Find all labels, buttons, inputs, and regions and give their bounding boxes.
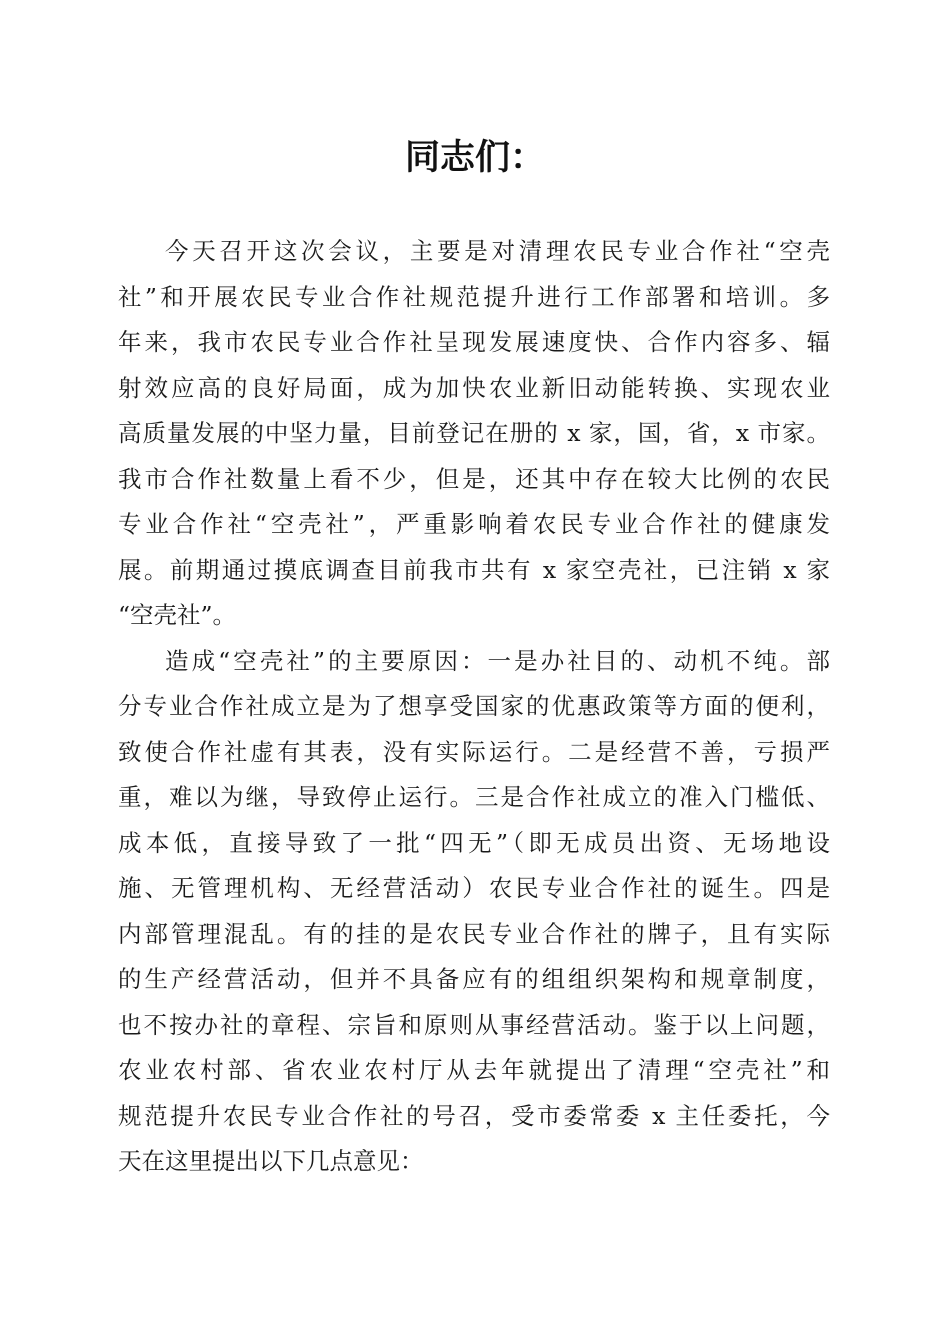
text-line: 我市合作社数量上看不少，但是，还其中存在较大比例的农民	[118, 464, 830, 493]
text-line: 的生产经营活动，但并不具备应有的组组织架构和规章制度，	[118, 965, 830, 993]
text-line: 重，难以为继，导致停止运行。三是合作社成立的准入门槛低、	[118, 783, 830, 811]
text-line: 成本低，直接导致了一批“四无”（即无成员出资、无场地设	[118, 828, 830, 857]
text-line: 射效应高的良好局面，成为加快农业新旧动能转换、实现农业	[118, 373, 830, 402]
text-line: 社”和开展农民专业合作社规范提升进行工作部署和培训。多	[118, 282, 830, 311]
text-line: 也不按办社的章程、宗旨和原则从事经营活动。鉴于以上问题，	[118, 1010, 830, 1039]
text-line: 农业农村部、省农业农村厅从去年就提出了清理“空壳社”和	[118, 1056, 830, 1084]
text-line: 今天召开这次会议，主要是对清理农民专业合作社“空壳	[165, 237, 830, 265]
text-line: 天在这里提出以下几点意见：	[118, 1147, 424, 1175]
text-line: 内部管理混乱。有的挂的是农民专业合作社的牌子，且有实际	[118, 919, 830, 948]
text-line: 分专业合作社成立是为了想享受国家的优惠政策等方面的便利，	[118, 692, 830, 720]
text-line: 年来，我市农民专业合作社呈现发展速度快、合作内容多、辐	[118, 328, 830, 356]
text-line: 施、无管理机构、无经营活动）农民专业合作社的诞生。四是	[118, 874, 830, 902]
document-body	[118, 229, 830, 1185]
text-line: 高质量发展的中坚力量，目前登记在册的 x 家，国，省，x 市家。	[118, 419, 830, 447]
text-line: 规范提升农民专业合作社的号召，受市委常委 x 主任委托，今	[118, 1101, 830, 1130]
text-line: 展。前期通过摸底调查目前我市共有 x 家空壳社，已注销 x 家	[118, 555, 830, 584]
paragraph-1	[118, 229, 830, 639]
document-title: 同志们：	[404, 137, 545, 178]
text-line: 专业合作社“空壳社”，严重影响着农民专业合作社的健康发	[118, 510, 830, 538]
text-line: 致使合作社虚有其表，没有实际运行。二是经营不善，亏损严	[118, 737, 830, 766]
text-line: 造成“空壳社”的主要原因：一是办社目的、动机不纯。部	[165, 646, 830, 675]
paragraph-2	[118, 639, 830, 1185]
text-line: “空壳社”。	[118, 601, 237, 629]
